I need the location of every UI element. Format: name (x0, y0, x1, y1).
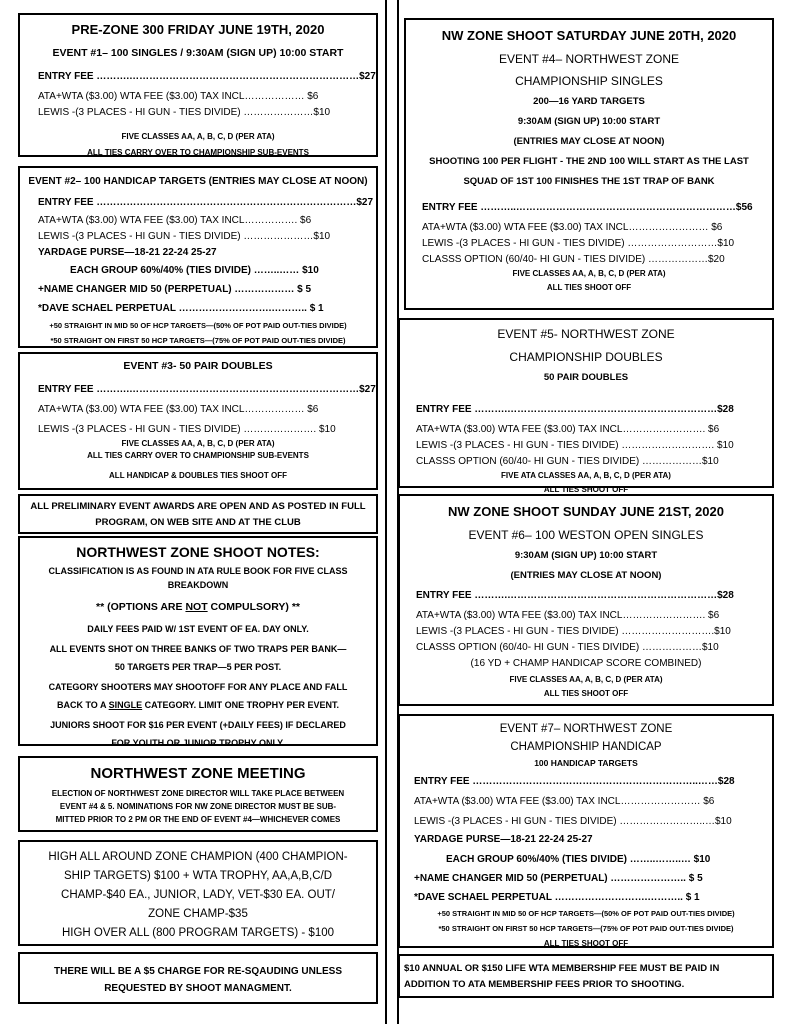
event-6-title: NW ZONE SHOOT SUNDAY JUNE 21ST, 2020 (448, 504, 724, 519)
event-7-sub: CHAMPIONSHIP HANDICAP (510, 741, 662, 753)
event-6-close: (ENTRIES MAY CLOSE AT NOON) (510, 570, 662, 581)
charge-line-1: THERE WILL BE A $5 CHARGE FOR RE-SQAUDING UNLESS (54, 966, 342, 977)
event-2-ata-fee: ATA+WTA ($3.00) WTA FEE ($3.00) TAX INCL……………. $6 (38, 215, 312, 226)
event-4-targets: 200—16 YARD TARGETS (533, 96, 645, 107)
hoa-line-1: HIGH ALL AROUND ZONE CHAMPION (400 CHAMPION- (48, 851, 348, 863)
event-6-entry-fee: ENTRY FEE ……….………………………………………………………$28 (416, 590, 734, 601)
notes-line-9: JUNIORS SHOOT FOR $16 PER EVENT (+DAILY FEES) IF DECLARED (50, 720, 346, 730)
hoa-box (18, 840, 378, 946)
event-5-lewis: LEWIS -(3 PLACES - HI GUN - TIES DIVIDE) ………………………. $10 (416, 440, 734, 451)
event-5-title: EVENT #5- NORTHWEST ZONE (497, 327, 675, 341)
awards-line-1: ALL PRELIMINARY EVENT AWARDS ARE OPEN AND AS POSTED IN FULL (30, 501, 366, 512)
event-1-lewis: LEWIS -(3 PLACES - HI GUN - TIES DIVIDE) …………………$10 (38, 107, 331, 118)
event-6-combined: (16 YD + CHAMP HANDICAP SCORE COMBINED) (470, 658, 702, 669)
charge-line-2: REQUESTED BY SHOOT MANAGMENT. (104, 983, 292, 994)
event-3-lewis: LEWIS -(3 PLACES - HI GUN - TIES DIVIDE) …………………. $10 (38, 424, 336, 435)
event-4-sub-2: CHAMPIONSHIP SINGLES (515, 74, 663, 88)
event-4-entry-fee: ENTRY FEE ………..…………………………………………………………$56 (422, 202, 753, 213)
notes-line-8-a: BACK TO A (56, 700, 109, 710)
event-5-ata-fee: ATA+WTA ($3.00) WTA FEE ($3.00) TAX INCL……………………. $6 (416, 424, 720, 435)
notes-line-8-single: SINGLE (108, 700, 143, 710)
event-1-ties: ALL TIES CARRY OVER TO CHAMPIONSHIP SUB-EVENTS (87, 148, 309, 157)
hoa-line-3: CHAMP-$40 EA., JUNIOR, LADY, VET-$30 EA. OUT/ (61, 889, 335, 901)
meeting-line-2: EVENT #4 & 5. NOMINATIONS FOR NW ZONE DIRECTOR MUST BE SUB- (59, 802, 337, 811)
event-3-entry-fee: ENTRY FEE ……….……………………………………………………………$27 (38, 384, 376, 395)
event-7-note-2: *50 STRAIGHT ON FIRST 50 HCP TARGETS—(75% OF POT PAID OUT-TIES DIVIDE) (438, 924, 734, 933)
event-3-ties: ALL TIES CARRY OVER TO CHAMPIONSHIP SUB-EVENTS (87, 451, 309, 460)
event-7-entry-fee: ENTRY FEE …………………………………………………………..……$28 (414, 776, 735, 787)
notes-line-10: FOR YOUTH OR JUNIOR TROPHY ONLY. (111, 738, 285, 748)
event-6-box (398, 494, 774, 706)
notes-options (20, 600, 376, 614)
event-3-ata-fee: ATA+WTA ($3.00) WTA FEE ($3.00) TAX INCL……………… $6 (38, 404, 319, 415)
event-6-sub: EVENT #6– 100 WESTON OPEN SINGLES (468, 528, 704, 542)
event-5-pairs: 50 PAIR DOUBLES (543, 372, 629, 383)
event-2-title: EVENT #2– 100 HANDICAP TARGETS (ENTRIES MAY CLOSE AT NOON) (28, 176, 368, 187)
notes-line-8-c: CATEGORY. LIMIT ONE TROPHY PER EVENT. (142, 700, 340, 710)
notes-line-7: CATEGORY SHOOTERS MAY SHOOTOFF FOR ANY PLACE AND FALL (48, 682, 348, 692)
event-4-title: NW ZONE SHOOT SATURDAY JUNE 20TH, 2020 (441, 28, 737, 43)
event-1-entry-fee: ENTRY FEE ……….……………………………………………………………$27 (38, 71, 376, 82)
notes-line-8 (20, 698, 376, 712)
notes-box (18, 536, 378, 746)
event-3-classes: FIVE CLASSES AA, A, B, C, D (PER ATA) (121, 439, 275, 448)
event-6-ties: ALL TIES SHOOT OFF (543, 689, 629, 698)
event-5-option: CLASSS OPTION (60/40- HI GUN - TIES DIVIDE) ………………$10 (416, 456, 719, 467)
notes-options-c: COMPULSORY) ** (207, 601, 300, 613)
event-4-ata-fee: ATA+WTA ($3.00) WTA FEE ($3.00) TAX INCL…………………… $6 (422, 222, 723, 233)
meeting-line-3: MITTED PRIOR TO 2 PM OR THE END OF EVENT #4—WHICHEVER COMES (55, 815, 341, 824)
membership-line-1: $10 ANNUAL OR $150 LIFE WTA MEMBERSHIP FEE MUST BE PAID IN (404, 963, 720, 974)
charge-box (18, 952, 378, 1004)
notes-line-5: ALL EVENTS SHOT ON THREE BANKS OF TWO TRAPS PER BANK— (49, 644, 347, 654)
event-7-name-changer: +NAME CHANGER MID 50 (PERPETUAL) ………………….. $ 5 (414, 873, 703, 884)
event-4-sub-1: EVENT #4– NORTHWEST ZONE (498, 52, 680, 66)
event-4-flight-1: SHOOTING 100 PER FLIGHT - THE 2ND 100 WILL START AS THE LAST (429, 156, 749, 167)
event-1-title: PRE-ZONE 300 FRIDAY JUNE 19TH, 2020 (71, 22, 325, 37)
event-7-note-1: +50 STRAIGHT IN MID 50 OF HCP TARGETS—(50% OF POT PAID OUT-TIES DIVIDE) (437, 909, 735, 918)
hoa-line-5: HIGH OVER ALL (800 PROGRAM TARGETS) - $100 (61, 927, 335, 939)
notes-options-a: ** (OPTIONS ARE (95, 601, 186, 613)
hoa-line-4: ZONE CHAMP-$35 (148, 908, 248, 920)
membership-box (398, 954, 774, 998)
hoa-line-2: SHIP TARGETS) $100 + WTA TROPHY, AA,A,B,C/D (63, 870, 333, 882)
notes-line-1: CLASSIFICATION IS AS FOUND IN ATA RULE BOOK FOR FIVE CLASS (48, 566, 348, 576)
notes-line-2: BREAKDOWN (167, 580, 229, 590)
awards-box (18, 494, 378, 534)
meeting-line-1: ELECTION OF NORTHWEST ZONE DIRECTOR WILL TAKE PLACE BETWEEN (51, 789, 345, 798)
event-3-title: EVENT #3- 50 PAIR DOUBLES (123, 360, 273, 372)
event-2-name-changer: +NAME CHANGER MID 50 (PERPETUAL) ……………… $ 5 (38, 284, 312, 295)
event-3-shootoff: ALL HANDICAP & DOUBLES TIES SHOOT OFF (109, 471, 287, 480)
event-7-ata-fee: ATA+WTA ($3.00) WTA FEE ($3.00) TAX INCL…………………… $6 (414, 796, 715, 807)
event-4-ties: ALL TIES SHOOT OFF (546, 283, 632, 292)
event-2-entry-fee: ENTRY FEE ……………………………………………………………………$27 (38, 197, 374, 208)
notes-title: NORTHWEST ZONE SHOOT NOTES: (76, 544, 320, 560)
event-2-group: EACH GROUP 60%/40% (TIES DIVIDE) ……..…… $10 (70, 265, 319, 276)
event-4-lewis: LEWIS -(3 PLACES - HI GUN - TIES DIVIDE) ………………………$10 (422, 238, 735, 249)
event-1-subtitle: EVENT #1– 100 SINGLES / 9:30AM (SIGN UP) 10:00 START (52, 47, 344, 59)
event-4-box (404, 18, 774, 310)
event-7-group: EACH GROUP 60%/40% (TIES DIVIDE) ……..……..… $10 (446, 854, 711, 865)
meeting-title: NORTHWEST ZONE MEETING (90, 765, 306, 782)
notes-line-4: DAILY FEES PAID W/ 1ST EVENT OF EA. DAY ONLY. (87, 624, 309, 634)
event-7-schael: *DAVE SCHAEL PERPETUAL ……………………….……….. $ 1 (414, 892, 700, 903)
event-4-option: CLASSS OPTION (60/40- HI GUN - TIES DIVIDE) ………………$20 (422, 254, 725, 265)
event-5-classes: FIVE ATA CLASSES AA, A, B, C, D (PER ATA) (501, 471, 671, 480)
event-2-lewis: LEWIS -(3 PLACES - HI GUN - TIES DIVIDE) …………………$10 (38, 231, 331, 242)
event-6-start: 9:30AM (SIGN UP) 10:00 START (514, 550, 658, 561)
event-4-flight-2: SQUAD OF 1ST 100 FINISHES THE 1ST TRAP OF BANK (463, 176, 715, 187)
event-6-option: CLASSS OPTION (60/40- HI GUN - TIES DIVIDE) ………………$10 (416, 642, 719, 653)
event-1-classes: FIVE CLASSES AA, A, B, C, D (PER ATA) (121, 132, 275, 141)
membership-line-2: ADDITION TO ATA MEMBERSHIP FEES PRIOR TO SHOOTING. (404, 979, 685, 990)
event-7-ties: ALL TIES SHOOT OFF (543, 939, 629, 948)
notes-options-not: NOT (185, 601, 208, 613)
event-2-note-2: *50 STRAIGHT ON FIRST 50 HCP TARGETS—(75% OF POT PAID OUT-TIES DIVIDE) (50, 336, 346, 345)
event-7-box (398, 714, 774, 948)
event-7-lewis: LEWIS -(3 PLACES - HI GUN - TIES DIVIDE) ……………………..…$10 (414, 816, 732, 827)
notes-line-6: 50 TARGETS PER TRAP—5 PER POST. (114, 662, 282, 672)
event-5-entry-fee: ENTRY FEE ……….………………………………………………………$28 (416, 404, 734, 415)
event-2-box (18, 166, 378, 348)
event-7-yardage: YARDAGE PURSE—18-21 22-24 25-27 (414, 834, 593, 845)
event-1-ata-fee: ATA+WTA ($3.00) WTA FEE ($3.00) TAX INCL……………… $6 (38, 91, 319, 102)
event-1-box (18, 13, 378, 157)
event-6-lewis: LEWIS -(3 PLACES - HI GUN - TIES DIVIDE) ……………………….$10 (416, 626, 731, 637)
event-3-box (18, 352, 378, 490)
awards-line-2: PROGRAM, ON WEB SITE AND AT THE CLUB (95, 517, 301, 528)
column-divider-left (385, 0, 387, 1024)
event-7-targets: 100 HANDICAP TARGETS (534, 758, 638, 768)
event-4-start: 9:30AM (SIGN UP) 10:00 START (517, 116, 661, 127)
event-5-ties: ALL TIES SHOOT OFF (543, 485, 629, 494)
event-2-schael: *DAVE SCHAEL PERPETUAL ……………………….……….. $ 1 (38, 303, 324, 314)
event-6-ata-fee: ATA+WTA ($3.00) WTA FEE ($3.00) TAX INCL……………………. $6 (416, 610, 720, 621)
event-4-close: (ENTRIES MAY CLOSE AT NOON) (513, 136, 665, 147)
event-4-classes: FIVE CLASSES AA, A, B, C, D (PER ATA) (512, 269, 666, 278)
meeting-box (18, 756, 378, 832)
event-2-yardage: YARDAGE PURSE—18-21 22-24 25-27 (38, 247, 217, 258)
event-5-sub: CHAMPIONSHIP DOUBLES (509, 350, 663, 364)
event-7-title: EVENT #7– NORTHWEST ZONE (499, 723, 673, 735)
event-2-note-1: +50 STRAIGHT IN MID 50 OF HCP TARGETS—(50% OF POT PAID OUT-TIES DIVIDE) (49, 321, 347, 330)
event-5-box (398, 318, 774, 494)
event-6-classes: FIVE CLASSES AA, A, B, C, D (PER ATA) (509, 675, 663, 684)
